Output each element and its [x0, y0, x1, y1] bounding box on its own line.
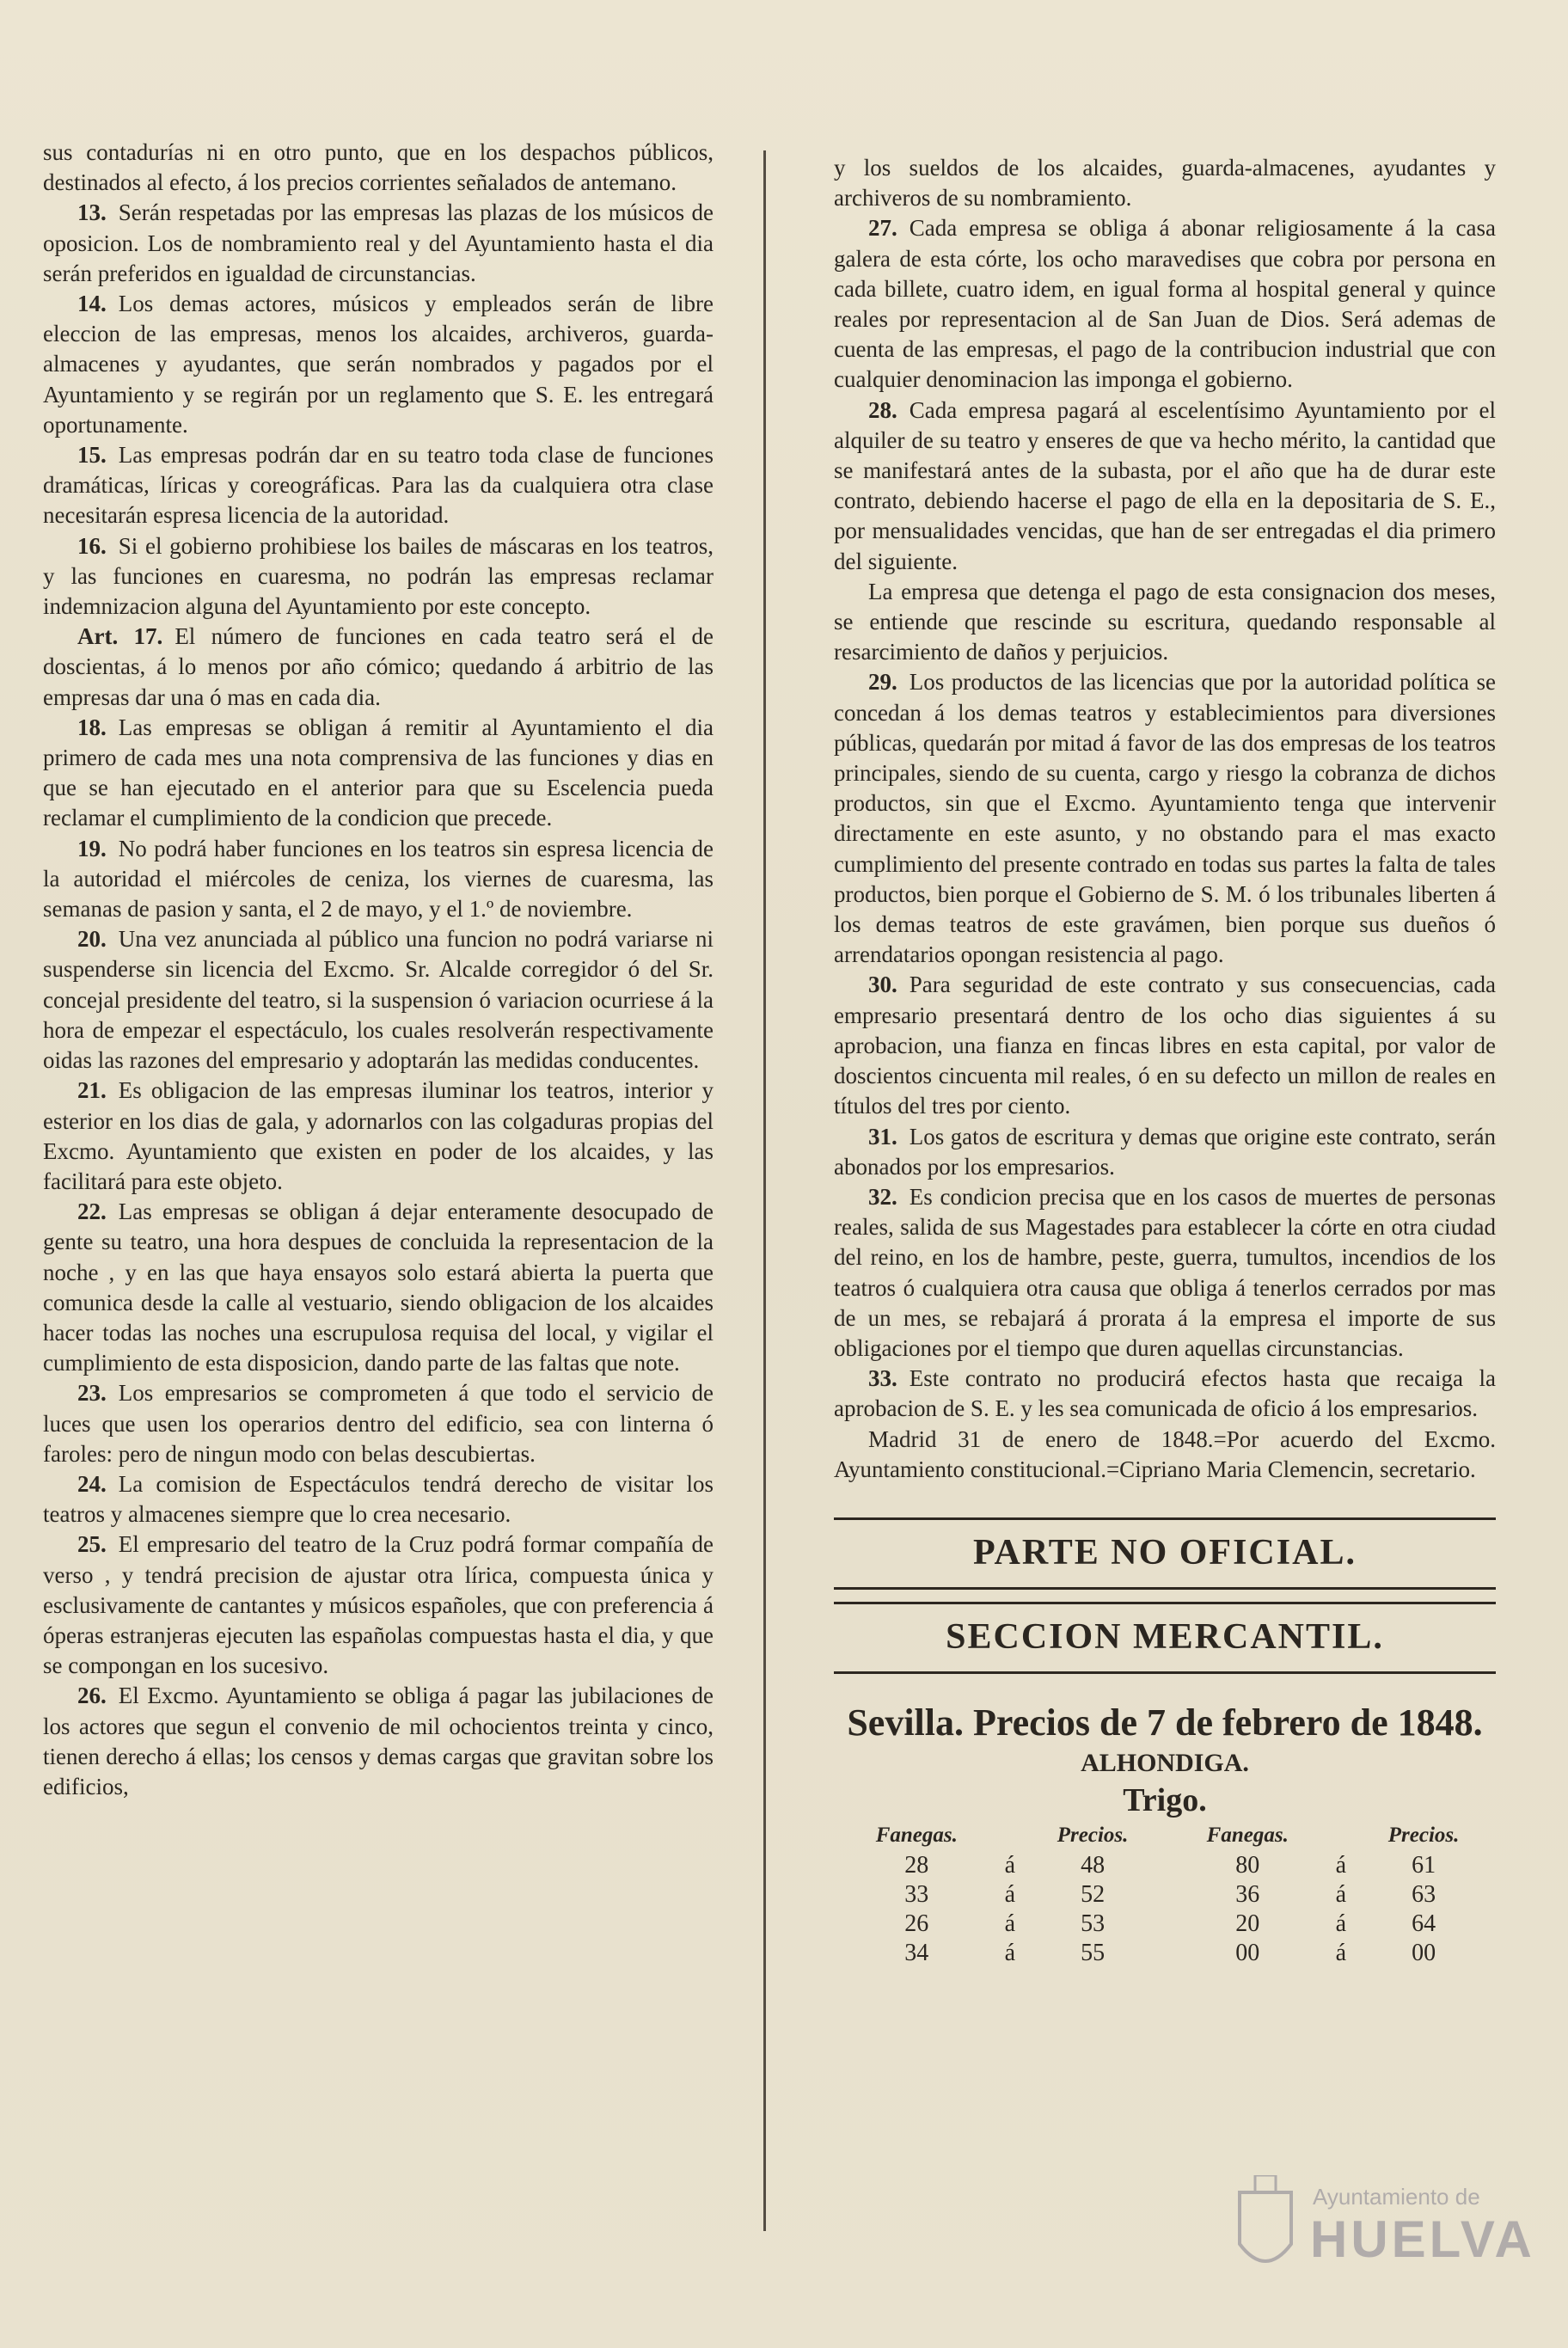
fanegas-value: 34	[904, 1939, 929, 1966]
heading-parte-no-oficial: PARTE NO OFICIAL.	[973, 1532, 1357, 1572]
article-number: 28.	[868, 396, 897, 423]
article-text: El número de funciones en cada teatro será el de doscientas, á lo menos por año cómico; quedando á arbitrio de las empresas dar una ó mas en cada dia.	[43, 623, 714, 710]
article-25	[43, 1530, 714, 1681]
article-text: Las empresas podrán dar en su teatro toda clase de funciones dramáticas, líricas y coreográficas. Para las da cualquiera otra clase necesitarán espresa licencia de la autoridad.	[43, 442, 714, 529]
price-row	[834, 1939, 1496, 1968]
separator: á	[1335, 1880, 1347, 1908]
article-number: 27.	[868, 215, 897, 242]
article-text: Es condicion precisa que en los casos de muertes de personas reales, salida de sus Magestades para establecer la córte en otra ciudad del reino, en los de hambre, peste, guerra, tumultos, incendios de los teatros ó cualquiera otra causa que obliga á tenerlos cerrados por mas de un mes, se rebajará á prorata á la empresa el importe de sus obligaciones por el tiempo que duren aquellas circunstancias.	[834, 1183, 1496, 1361]
section-rule	[834, 1602, 1496, 1604]
article-27	[834, 213, 1496, 395]
article-number: 15.	[77, 442, 107, 469]
article-20	[43, 924, 714, 1076]
price-row	[834, 1910, 1496, 1939]
article-number: 16.	[77, 532, 107, 559]
article-number: 32.	[868, 1183, 897, 1210]
article-number: 25.	[77, 1531, 107, 1558]
article-number: 23.	[77, 1380, 107, 1407]
article-33	[834, 1364, 1496, 1424]
article-text: Una vez anunciada al público una funcion no podrá variarse ni suspenderse sin licencia del Excmo. Sr. Alcalde corregidor ó del Sr. concejal presidente del teatro, si la suspension ó variacion ocurriese á la hora de empezar el espectáculo, los cuales resolverán respectivamente oidas las razones del empresario y adoptarán las medidas conducentes.	[43, 926, 714, 1074]
article-number: 24.	[77, 1470, 107, 1497]
price-row	[834, 1851, 1496, 1880]
article-number: Art. 17.	[77, 623, 163, 650]
article-text: Los empresarios se comprometen á que todo el servicio de luces que usen los operarios dentro del edificio, sea con linterna ó faroles: pero de ningun modo con belas descubiertas.	[43, 1380, 714, 1467]
article-23	[43, 1378, 714, 1469]
article-text: Es obligacion de las empresas iluminar los teatros, interior y esterior en los dias de gala, y adornarlos con las colgaduras propias del Excmo. Ayuntamiento que existen en poder de los alcaides, y las facilitará para este objeto.	[43, 1077, 714, 1194]
article-number: 14.	[77, 291, 107, 317]
separator: á	[1004, 1851, 1016, 1879]
article-text: Las empresas se obligan á remitir al Ayuntamiento el dia primero de cada mes una nota comprensiva de las funciones y dias en que se han ejecutado en el anterior para que su Escelencia pueda reclamar el cumplimiento de la condicion que precede.	[43, 714, 714, 831]
article-text: Los demas actores, músicos y empleados serán de libre eleccion de las empresas, menos los alcaides, archiveros, guarda-almacenes y ayudantes, que serán nombrados y pagados por el Ayuntamiento y se regirán por un reglamento que S. E. les entregará oportunamente.	[43, 291, 714, 438]
price-table-header	[834, 1820, 1496, 1851]
paragraph-continued: y los sueldos de los alcaides, guarda-almacenes, ayudantes y archiveros de su nombramiento.	[834, 155, 1496, 212]
article-29	[834, 667, 1496, 970]
article-number: 31.	[868, 1123, 897, 1149]
price-table	[834, 1820, 1496, 1968]
article-text: No podrá haber funciones en los teatros sin espresa licencia de la autoridad el miércoles de ceniza, los viernes de cuaresma, las semanas de pasion y santa, el 2 de mayo, y el 1.º de noviembre.	[43, 835, 714, 923]
column-divider	[763, 150, 766, 2231]
fanegas-value: 36	[1235, 1880, 1260, 1908]
separator: á	[1335, 1851, 1347, 1879]
fanegas-value: 26	[904, 1910, 929, 1937]
article-24	[43, 1469, 714, 1530]
precio-value: 48	[1081, 1851, 1106, 1879]
separator: á	[1004, 1910, 1016, 1937]
article-number: 21.	[77, 1077, 107, 1104]
paragraph-continued: sus contadurías ni en otro punto, que en los despachos públicos, destinados al efecto, á los precios corrientes señalados de antemano.	[43, 139, 714, 196]
col-precios: Precios.	[1387, 1823, 1460, 1847]
article-32	[834, 1182, 1496, 1364]
article-26	[43, 1681, 714, 1802]
fanegas-value: 33	[904, 1880, 929, 1908]
article-30	[834, 970, 1496, 1121]
article-text: Para seguridad de este contrato y sus consecuencias, cada empresario presentará dentro de los ocho dias siguientes á su aprobacion, una fianza en fincas libres en esta capital, por valor de doscientos cincuenta mil reales, ó en su defecto un millon de reales en títulos del tres por ciento.	[834, 972, 1496, 1119]
shield-icon	[1231, 2175, 1300, 2287]
col-fanegas: Fanegas.	[1206, 1823, 1289, 1847]
separator: á	[1335, 1939, 1347, 1966]
watermark-text: HUELVA	[1310, 2210, 1535, 2268]
col-precios: Precios.	[1057, 1823, 1129, 1847]
article-number: 30.	[868, 972, 897, 998]
right-column	[834, 153, 1496, 1968]
article-number: 29.	[868, 669, 897, 696]
price-row	[834, 1880, 1496, 1910]
article-19	[43, 834, 714, 925]
article-text: Serán respetadas por las empresas las plazas de los músicos de oposicion. Los de nombramiento real y del Ayuntamiento hasta el dia serán preferidos en igualdad de circunstancias.	[43, 199, 714, 286]
fanegas-value: 80	[1235, 1851, 1260, 1879]
article-number: 22.	[77, 1199, 107, 1225]
fanegas-value: 00	[1235, 1939, 1260, 1966]
article-15	[43, 440, 714, 531]
col-fanegas: Fanegas.	[875, 1823, 958, 1847]
article-text: Cada empresa pagará al escelentísimo Ayuntamiento por el alquiler de su teatro y enseres de que va hecho mérito, la cantidad que se manifestará antes de la subasta, por el año que ha de durar este contrato, debiendo hacerse el pago de ella en la depositaria de S. E., por mensualidades vencidas, que han de ser entregadas el dia primero del siguiente.	[834, 396, 1496, 574]
separator: á	[1004, 1880, 1016, 1908]
section-rule	[834, 1517, 1496, 1520]
article-text: Los productos de las licencias que por la autoridad política se concedan á los demas teatros y establecimientos para diversiones públicas, quedarán por mitad á favor de las dos empresas de los teatros principales, siendo de su cuenta, cargo y riesgo la cobranza de dichos productos, sin que el Excmo. Ayuntamiento tenga que intervenir directamente en este asunto, y no obstando para el mas exacto cumplimiento del presente contrado en todas sus partes la falta de tales productos, bien porque el Gobierno de S. M. ó los tribunales liberten á los demas teatros de este gravámen, bien porque sus dueños ó arrendatarios opongan resistencia al pago.	[834, 669, 1496, 968]
precio-value: 00	[1412, 1939, 1436, 1966]
article-number: 13.	[77, 199, 107, 226]
precio-value: 53	[1081, 1910, 1106, 1937]
fanegas-value: 20	[1235, 1910, 1260, 1937]
precio-value: 55	[1081, 1939, 1106, 1966]
article-17	[43, 622, 714, 713]
market-grain: Trigo.	[1123, 1781, 1207, 1818]
precio-value: 63	[1412, 1880, 1436, 1908]
fanegas-value: 28	[904, 1851, 929, 1879]
precio-value: 61	[1412, 1851, 1436, 1879]
precio-value: 52	[1081, 1880, 1106, 1908]
article-number: 26.	[77, 1683, 107, 1709]
article-31	[834, 1122, 1496, 1182]
article-number: 19.	[77, 835, 107, 861]
watermark-logo	[1231, 2175, 1535, 2313]
article-text: Las empresas se obligan á dejar enteramente desocupado de gente su teatro, una hora despues de concluida la representacion de la noche , y en las que haya ensayos solo estará abierta la puerta que comunica desde la calle al vestuario, siendo obligacion de los alcaides hacer todas las noches una escrupulosa requisa del local, y vigilar el cumplimiento de esta disposicion, dando parte de las faltas que note.	[43, 1199, 714, 1376]
market-subtitle: ALHONDIGA.	[1081, 1748, 1249, 1777]
article-18	[43, 713, 714, 834]
article-21	[43, 1076, 714, 1197]
article-28	[834, 395, 1496, 577]
article-text: Cada empresa se obliga á abonar religiosamente á la casa galera de esta córte, los ocho maravedises que cobra por persona en cada billete, cuatro idem, en igual forma al hospital general y quince reales por representacion al de San Juan de Dios. Será ademas de cuenta de las empresas, el pago de la contribucion industrial que con cualquier denominacion las imponga el gobierno.	[834, 215, 1496, 393]
separator: á	[1004, 1939, 1016, 1966]
article-text: Este contrato no producirá efectos hasta que recaiga la aprobacion de S. E. y les sea comunicada de oficio á los empresarios.	[834, 1365, 1496, 1422]
article-14	[43, 289, 714, 440]
heading-seccion-mercantil: SECCION MERCANTIL.	[946, 1616, 1384, 1657]
separator: á	[1335, 1910, 1347, 1937]
article-28-continued: La empresa que detenga el pago de esta consignacion dos meses, se entiende que rescinde su escritura, quedando responsable al resarcimiento de daños y perjuicios.	[834, 578, 1496, 665]
article-13	[43, 198, 714, 289]
article-16	[43, 531, 714, 622]
left-column	[43, 138, 714, 1802]
article-text: El empresario del teatro de la Cruz podrá formar compañía de verso , y tendrá precision de ajustar otra lírica, compuesta única y esclusivamente de cantantes y músicos españoles, que con preferencia á óperas estranjeras ejecuten las españolas compuestas hasta el dia, y que se compongan en los sucesivo.	[43, 1531, 714, 1679]
article-number: 20.	[77, 926, 107, 953]
market-title: Sevilla. Precios de 7 de febrero de 1848.	[847, 1701, 1483, 1744]
precio-value: 64	[1412, 1910, 1436, 1937]
article-text: Si el gobierno prohibiese los bailes de máscaras en los teatros, y las funciones en cuaresma, no podrán las empresas reclamar indemnizacion alguna del Ayuntamiento por este concepto.	[43, 532, 714, 620]
watermark-text: Ayuntamiento de	[1313, 2184, 1480, 2210]
signature-line: Madrid 31 de enero de 1848.=Por acuerdo del Excmo. Ayuntamiento constitucional.=Cipriano Maria Clemencin, secretario.	[834, 1425, 1496, 1482]
article-text: El Excmo. Ayuntamiento se obliga á pagar las jubilaciones de los actores que segun el convenio de mil ochocientos treinta y cinco, tienen derecho á ellas; los censos y demas cargas que gravitan sobre los edificios,	[43, 1683, 714, 1799]
article-text: La comision de Espectáculos tendrá derecho de visitar los teatros y almacenes siempre que lo crea necesario.	[43, 1470, 714, 1528]
article-number: 33.	[868, 1365, 897, 1392]
article-text: Los gatos de escritura y demas que origine este contrato, serán abonados por los empresarios.	[834, 1123, 1496, 1180]
article-number: 18.	[77, 714, 107, 740]
article-22	[43, 1197, 714, 1378]
